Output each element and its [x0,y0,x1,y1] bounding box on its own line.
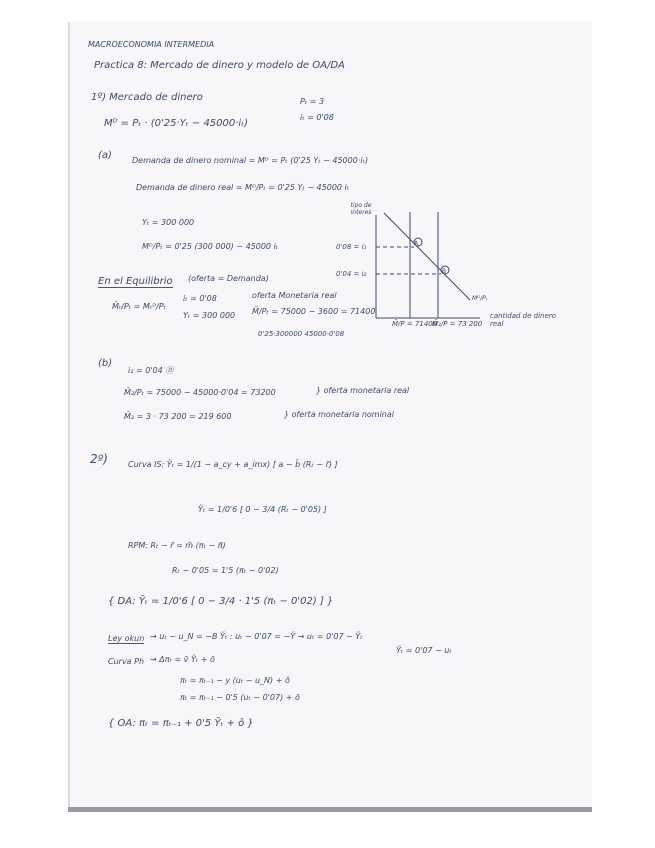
demand-curve-label: Mᴰ/Pₜ [472,295,488,302]
tick-i1: 0'08 = i₁ [336,243,367,251]
section1-title: 1º) Mercado de dinero [91,92,203,103]
equilibrium-calculation: M̄/Pₜ = 75000 − 3600 = 71400 [252,307,376,316]
section2-label: 2º) [90,452,108,466]
equilibrium-interest: iₜ = 0'08 [183,294,217,303]
equilibrium-output: Yₜ = 300 000 [183,311,236,320]
tick-x1: M̄/P = 71400 [392,320,438,328]
rpm-rule: RPM: Rₜ − r̄ = m̄ (πₜ − π̄) [128,541,226,550]
nominal-supply-b: M̄₂ = 3 · 73 200 = 219 600 [124,412,232,421]
real-supply-note: } oferta monetaria real [316,386,410,395]
equilibrium-label: En el Equilibrio [98,276,173,287]
rpm-numeric: Rₜ − 0'05 = 1'5 (πₜ − 0'02) [172,566,279,575]
oa-equation: { OA: πₜ = πₜ₋₁ + 0'5 Ỹₜ + ō } [108,718,254,729]
graph-y-label: tipo de interes [350,202,372,216]
phillips-label: Curva Ph [108,657,145,666]
da-equation: { DA: Ỹₜ = 1/0'6 [ 0 − 3/4 · 1'5 (πₜ − 0'02) ] } [108,596,334,607]
course-title: MACROECONOMIA INTERMEDIA [88,40,215,49]
given-price: Pₜ = 3 [300,97,325,106]
real-supply-b: M̄₂/Pₜ = 75000 − 45000·0'04 = 73200 [124,388,276,397]
point-b: B [442,268,447,275]
given-interest: iₜ = 0'08 [300,113,334,122]
phillips-step-1: πₜ = πₜ₋₁ − y (uₜ − u_N) + ō [180,676,290,685]
part-a-label: (a) [98,150,112,161]
interest-b: i₂ = 0'04 Ⓑ [128,366,174,375]
practice-title: Practica 8: Mercado de dinero y modelo de OA/DA [94,60,345,71]
is-numeric: Ỹₜ = 1/0'6 [ 0 − 3/4 (Rₜ − 0'05) ] [198,505,327,514]
equilibrium-lhs: M̄ₜ/Pₜ = Mₜᴰ/Pₜ [112,302,166,311]
okun-output: Ỹₜ = 0'07 − uₜ [396,646,452,655]
graph-x-label: cantidad de dinero real [490,312,556,328]
nominal-supply-note: } oferta monetaria nominal [284,410,394,419]
tick-i2: 0'04 = i₂ [336,270,367,278]
equilibrium-supply-label: oferta Monetaria real [252,291,337,300]
point-a: A [414,240,419,247]
equilibrium-underbrace: 0'25·300000 45000·0'08 [258,330,345,338]
is-curve: Curva IS: Ỹₜ = 1/(1 − a_cy + a_imx) [ a − b̄ (Rₜ − r̄) ] [128,460,338,469]
real-demand: Demanda de dinero real = Mᴰ/Pₜ = 0'25 Yₜ − 45000 iₜ [136,183,350,192]
phillips-step-2: πₜ = πₜ₋₁ − 0'5 (uₜ − 0'07) + ō [180,693,300,702]
nominal-demand: Demanda de dinero nominal = Mᴰ = Pₜ (0'25 Yₜ − 45000·iₜ) [132,156,369,165]
real-demand-value: Mᴰ/Pₜ = 0'25 (300 000) − 45000 iₜ [142,242,279,251]
money-demand-equation: Mᴰ = Pₜ · (0'25·Yₜ − 45000·iₜ) [104,118,249,129]
phillips-curve: → Δπₜ = ṽ Ỹₜ + ō [150,655,215,664]
equilibrium-note: (oferta = Demanda) [188,274,269,283]
okun-label: Ley okun [108,634,145,643]
output-value: Yₜ = 300 000 [142,218,195,227]
demand-curve [384,213,470,300]
okun-law: → uₜ − u_N = −B Ỹₜ : uₜ − 0'07 = −Ỹ → uₜ = 0'07 − Ỹₜ [150,632,363,641]
part-b-label: (b) [98,358,113,369]
tick-x2: M̄₂/P = 73 200 [432,320,483,328]
